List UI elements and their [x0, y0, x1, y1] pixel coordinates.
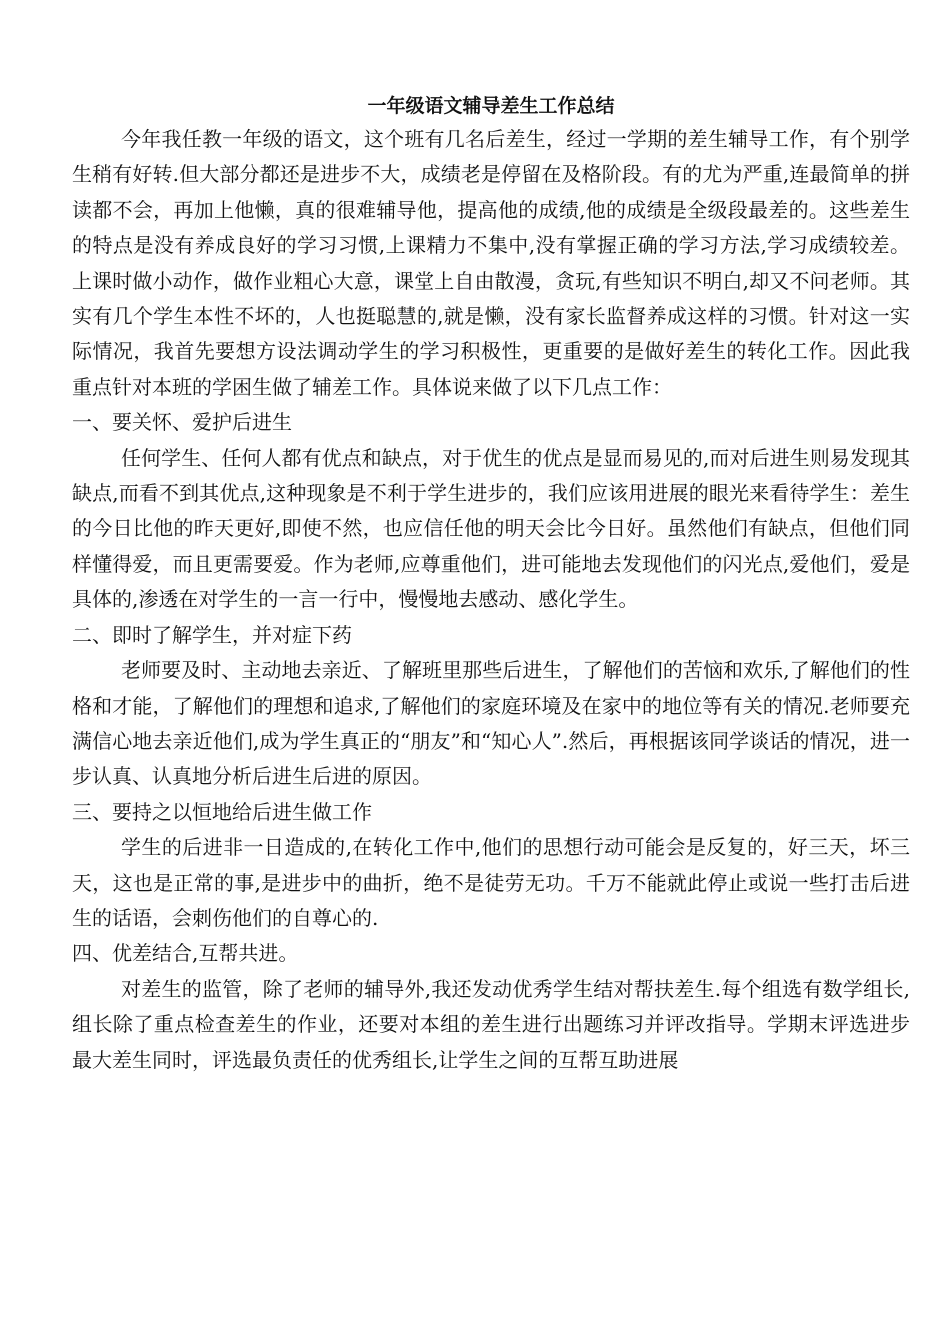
document-page: [72, 94, 910, 1078]
section-heading-2: 二、即时了解学生，并对症下药: [72, 622, 352, 647]
document-title: 一年级语文辅导差生工作总结: [367, 95, 615, 117]
intro-paragraph: 今年我任教一年级的语文，这个班有几名后差生，经过一学期的差生辅导工作，有个别学生稍有好转.但大部分都还是进步不大，成绩老是停留在及格阶段。有的尤为严重,连最简单的拼读都不会，再加上他懒，真的很难辅导他，提高他的成绩,他的成绩是全级段最差的。这些差生的特点是没有养成良好的学习习惯,上课精力不集中,没有掌握正确的学习方法,学习成绩较差。上课时做小动作，做作业粗心大意，课堂上自由散漫，贪玩,有些知识不明白,却又不问老师。其实有几个学生本性不坏的，人也挺聪慧的,就是懒，没有家长监督养成这样的习惯。针对这一实际情况，我首先要想方设法调动学生的学习积极性，更重要的是做好差生的转化工作。因此我重点针对本班的学困生做了辅差工作。具体说来做了以下几点工作：: [72, 127, 910, 399]
section-body-4: 对差生的监管，除了老师的辅导外,我还发动优秀学生结对帮扶差生.每个组选有数学组长,组长除了重点检查差生的作业，还要对本组的差生进行出题练习并评改指导。学期末评选进步最大差生同时，评选最负责任的优秀组长,让学生之间的互帮互助进展: [72, 976, 910, 1072]
section-body-3: 学生的后进非一日造成的,在转化工作中,他们的思想行动可能会是反复的，好三天，坏三天，这也是正常的事,是进步中的曲折，绝不是徒劳无功。千万不能就此停止或说一些打击后进生的话语，会刺伤他们的自尊心的.: [72, 835, 910, 930]
section-heading-1: 一、要关怀、爱护后进生: [72, 410, 292, 435]
section-body-2: 老师要及时、主动地去亲近、了解班里那些后进生，了解他们的苦恼和欢乐,了解他们的性格和才能，了解他们的理想和追求,了解他们的家庭环境及在家中的地位等有关的情况.老师要充满信心地去亲近他们,成为学生真正的“朋友”和“知心人”.然后，再根据该同学谈话的情况，进一步认真、认真地分析后进生后进的原因。: [72, 658, 910, 789]
section-heading-4: 四、优差结合,互帮共进。: [72, 941, 299, 966]
section-heading-3: 三、要持之以恒地给后进生做工作: [72, 799, 372, 824]
section-body-1: 任何学生、任何人都有优点和缺点，对于优生的优点是显而易见的,而对后进生则易发现其缺点,而看不到其优点,这种现象是不利于学生进步的，我们应该用进展的眼光来看待学生：差生的今日比他的昨天更好,即使不然，也应信任他的明天会比今日好。虽然他们有缺点，但他们同样懂得爱，而且更需要爱。作为老师,应尊重他们，进可能地去发现他们的闪光点,爱他们，爱是具体的,渗透在对学生的一言一行中，慢慢地去感动、感化学生。: [72, 445, 910, 612]
